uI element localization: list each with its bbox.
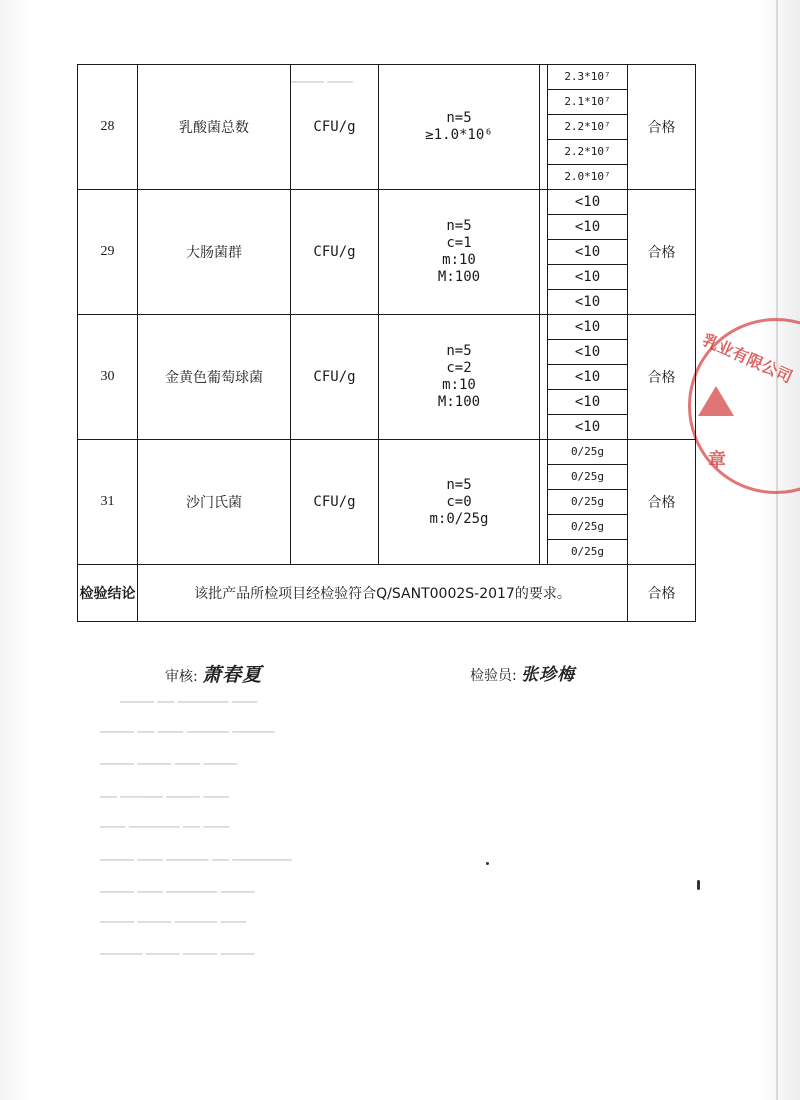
reviewer-label: 审核: xyxy=(165,669,198,685)
result-value: <10 xyxy=(548,415,628,440)
item-standard xyxy=(379,315,540,440)
table-row xyxy=(78,65,696,90)
table-row xyxy=(78,440,696,465)
item-standard xyxy=(379,190,540,315)
bleed-through-mark: ▁▁▁▁ ▁▁ ▁▁▁▁▁▁ ▁▁▁ xyxy=(120,690,258,703)
inspector-signature-block xyxy=(470,660,575,685)
item-number: 29 xyxy=(78,190,138,315)
result-value: 0/25g xyxy=(548,440,628,465)
standard-line: m:10 xyxy=(442,377,476,393)
bleed-through-mark: ▁▁▁▁ ▁▁ ▁▁▁ ▁▁▁▁▁ ▁▁▁▁▁ xyxy=(100,720,275,733)
item-number: 30 xyxy=(78,315,138,440)
bleed-through-mark: ▁▁▁▁ ▁▁▁ ▁▁▁▁▁ ▁▁ ▁▁▁▁▁▁▁ xyxy=(100,848,292,861)
conclusion-label: 检验结论 xyxy=(78,565,138,622)
result-value: <10 xyxy=(548,215,628,240)
result-gutter xyxy=(540,440,548,565)
result-value: <10 xyxy=(548,240,628,265)
item-number: 31 xyxy=(78,440,138,565)
standard-line: c=1 xyxy=(446,235,472,251)
bleed-through-mark: ▁▁▁ ▁▁▁▁▁▁ ▁▁ ▁▁▁ xyxy=(100,815,229,828)
item-unit: CFU/g xyxy=(291,315,379,440)
standard-line: M:100 xyxy=(437,394,481,410)
table-row xyxy=(78,315,696,340)
item-verdict: 合格 xyxy=(628,440,696,565)
item-name: 乳酸菌总数 xyxy=(138,65,291,190)
seal-subtext: 章 xyxy=(708,450,726,471)
result-value: <10 xyxy=(548,340,628,365)
result-value: 2.3*10⁷ xyxy=(548,65,628,90)
inspection-table xyxy=(77,64,696,622)
item-number: 28 xyxy=(78,65,138,190)
item-unit: CFU/g xyxy=(291,65,379,190)
item-standard xyxy=(379,65,540,190)
page-edge-shadow xyxy=(776,0,778,1100)
bleed-through-mark: ▁▁▁▁ ▁▁▁▁ ▁▁▁▁▁ ▁▁▁ xyxy=(100,910,246,923)
standard-line: c=0 xyxy=(446,493,472,510)
standard-line: m:10 xyxy=(442,252,476,268)
conclusion-row xyxy=(78,565,696,622)
result-value: <10 xyxy=(548,265,628,290)
standard-line: n=5 xyxy=(446,218,472,234)
result-value: <10 xyxy=(548,315,628,340)
seal-text: 乳业有限公司 xyxy=(699,330,796,387)
result-value: 0/25g xyxy=(548,490,628,515)
scan-speck xyxy=(697,880,700,890)
result-value: 0/25g xyxy=(548,515,628,540)
item-verdict: 合格 xyxy=(628,315,696,440)
result-gutter xyxy=(540,315,548,440)
seal-star-icon xyxy=(698,386,734,416)
result-gutter xyxy=(540,65,548,190)
result-value: 0/25g xyxy=(548,540,628,565)
item-verdict: 合格 xyxy=(628,190,696,315)
item-unit: CFU/g xyxy=(291,190,379,315)
inspection-table-body xyxy=(78,65,696,622)
conclusion-text: 该批产品所检项目经检验符合Q/SANT0002S-2017的要求。 xyxy=(138,565,628,622)
item-name: 沙门氏菌 xyxy=(138,440,291,565)
scan-speck xyxy=(486,862,489,865)
item-unit: CFU/g xyxy=(291,440,379,565)
bleed-through-mark: ▁▁▁▁ ▁▁▁ ▁▁▁▁▁▁ ▁▁▁▁ xyxy=(100,880,255,893)
result-value: 2.0*10⁷ xyxy=(548,165,628,190)
standard-line: M:100 xyxy=(437,269,481,285)
standard-line: ≥1.0*10⁶ xyxy=(425,127,493,143)
item-verdict: 合格 xyxy=(628,65,696,190)
conclusion-verdict: 合格 xyxy=(628,565,696,622)
result-gutter xyxy=(540,190,548,315)
bleed-through-mark: ▁▁▁▁▁ ▁▁▁▁ ▁▁▁▁ ▁▁▁▁ xyxy=(100,942,255,955)
bleed-through-mark: ▁▁▁▁ ▁▁▁▁ ▁▁▁ ▁▁▁▁ xyxy=(100,752,238,765)
item-name: 金黄色葡萄球菌 xyxy=(138,315,291,440)
inspector-label: 检验员: xyxy=(470,668,517,684)
result-value: 2.2*10⁷ xyxy=(548,115,628,140)
standard-line: n=5 xyxy=(446,343,472,359)
standard-line: c=2 xyxy=(446,360,472,376)
item-standard xyxy=(379,440,540,565)
result-value: <10 xyxy=(548,290,628,315)
standard-line: n=5 xyxy=(446,110,472,126)
result-value: 2.1*10⁷ xyxy=(548,90,628,115)
result-value: 2.2*10⁷ xyxy=(548,140,628,165)
reviewer-signature-block xyxy=(165,660,262,687)
bleed-through-mark: ▁▁ ▁▁▁▁▁ ▁▁▁▁ ▁▁▁ xyxy=(100,785,229,798)
bleed-through-mark: ▁▁▁▁ ▁▁▁ xyxy=(290,70,353,83)
standard-line: n=5 xyxy=(446,476,472,493)
result-value: 0/25g xyxy=(548,465,628,490)
table-row xyxy=(78,190,696,215)
reviewer-signature: 萧春夏 xyxy=(202,664,263,686)
standard-line: m:0/25g xyxy=(429,510,489,527)
result-value: <10 xyxy=(548,190,628,215)
result-value: <10 xyxy=(548,390,628,415)
item-name: 大肠菌群 xyxy=(138,190,291,315)
result-value: <10 xyxy=(548,365,628,390)
inspector-signature: 张珍梅 xyxy=(521,665,576,685)
